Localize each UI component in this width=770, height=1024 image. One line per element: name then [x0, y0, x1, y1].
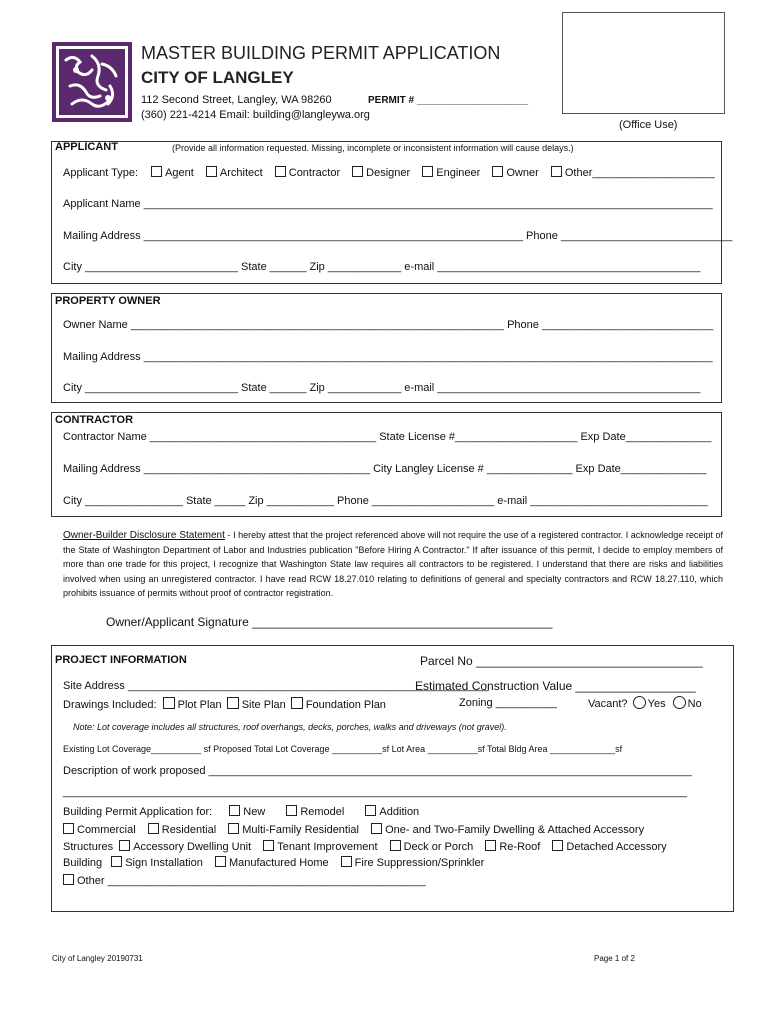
- applicant-type-other[interactable]: Other____________________: [551, 167, 715, 179]
- type-commercial[interactable]: Commercial: [63, 824, 136, 836]
- disclosure-title: Owner-Builder Disclosure Statement: [63, 530, 225, 541]
- project-type-row-1: [63, 823, 644, 836]
- lot-coverage-fields[interactable]: Existing Lot Coverage__________ sf Proposed Total Lot Coverage __________sf Lot Area __________sf Total Bldg Area _____________sf: [63, 744, 623, 754]
- checkbox[interactable]: [422, 166, 433, 177]
- disclosure-text: - I hereby attest that the project referenced above will not require the use of a registered contractor. I acknowledge receipt of the State of Washington Department of Labor and Industries publication "Before Hiring A Contractor." If after issuance of this permit, I decide to employ members of more than one trade for this project, I recognize that Washington State law requires all contractors to be registered. I understand that there are risks and liabilities involved when using an unregistered contractor. I have read RCW 18.27.010 relating to definitions of general and specialty contractors and RCW 18.27.110, which prohibits issuance of permits without proof of contractor registration.: [63, 530, 724, 598]
- applicant-type-row: [63, 166, 715, 179]
- row3-prefix: Building: [63, 857, 103, 869]
- applicant-type-contractor[interactable]: Contractor: [275, 167, 340, 179]
- owner-signature-field[interactable]: Owner/Applicant Signature _____________________________________________: [106, 615, 553, 629]
- owner-name-field[interactable]: Owner Name _____________________________________________________________ Phone ____________________________: [63, 319, 714, 331]
- parcel-number-field[interactable]: Parcel No __________________________________: [420, 654, 703, 668]
- form-title: MASTER BUILDING PERMIT APPLICATION: [141, 43, 501, 63]
- city-name: CITY OF LANGLEY: [141, 68, 294, 87]
- owner-city-field[interactable]: City _________________________ State ______ Zip ____________ e-mail ___________________________________________: [63, 382, 701, 394]
- city-logo: [52, 42, 132, 122]
- owner-builder-disclosure: [63, 528, 723, 600]
- type-other-field[interactable]: Other ____________________________________________________: [63, 874, 426, 887]
- applicant-mailing-field[interactable]: Mailing Address ______________________________________________________________ Phone ____________________________: [63, 230, 733, 242]
- type-tenant-improvement[interactable]: Tenant Improvement: [263, 841, 377, 853]
- applicant-type-engineer[interactable]: Engineer: [422, 167, 480, 179]
- applicant-heading: APPLICANT: [55, 141, 118, 153]
- checkbox[interactable]: [492, 166, 503, 177]
- type-sign-installation[interactable]: Sign Installation: [111, 857, 203, 869]
- office-use-label: (Office Use): [619, 119, 678, 131]
- vacant-no-label: No: [687, 698, 702, 710]
- type-manufactured-home[interactable]: Manufactured Home: [215, 857, 329, 869]
- type-accessory-dwelling[interactable]: Accessory Dwelling Unit: [119, 841, 251, 853]
- checkbox[interactable]: [163, 697, 175, 709]
- permit-for-row: [63, 805, 419, 818]
- type-deck-porch[interactable]: Deck or Porch: [390, 841, 474, 853]
- vacant-yes-radio[interactable]: [633, 696, 646, 709]
- work-description-field[interactable]: Description of work proposed _______________________________________________________________________________: [63, 765, 692, 777]
- checkbox[interactable]: [551, 166, 562, 177]
- zoning-field[interactable]: Zoning __________: [459, 697, 557, 709]
- permit-for-new[interactable]: New: [229, 806, 265, 818]
- checkbox[interactable]: [228, 823, 239, 834]
- type-residential[interactable]: Residential: [148, 824, 216, 836]
- footer-page-number: Page 1 of 2: [594, 954, 635, 963]
- checkbox[interactable]: [365, 805, 376, 816]
- type-re-roof[interactable]: Re-Roof: [485, 841, 540, 853]
- checkbox[interactable]: [206, 166, 217, 177]
- work-description-line[interactable]: ______________________________________________________________________________________________________: [63, 786, 688, 798]
- vacant-row: [588, 696, 702, 710]
- checkbox[interactable]: [485, 840, 496, 851]
- checkbox[interactable]: [119, 840, 130, 851]
- contractor-heading: CONTRACTOR: [55, 414, 134, 426]
- checkbox[interactable]: [227, 697, 239, 709]
- contractor-city-field[interactable]: City ________________ State _____ Zip ___________ Phone ____________________ e-mail _____________________________: [63, 495, 708, 507]
- checkbox[interactable]: [63, 874, 74, 885]
- contractor-mailing-field[interactable]: Mailing Address _____________________________________ City Langley License # ______________ Exp Date______________: [63, 463, 707, 475]
- checkbox[interactable]: [263, 840, 274, 851]
- permit-for-remodel[interactable]: Remodel: [286, 806, 344, 818]
- permit-number-field[interactable]: PERMIT # ____________________: [368, 95, 529, 106]
- type-multi-family[interactable]: Multi-Family Residential: [228, 824, 359, 836]
- applicant-city-field[interactable]: City _________________________ State ______ Zip ____________ e-mail ___________________________________________: [63, 261, 701, 273]
- city-contact: (360) 221-4214 Email: building@langleywa.org: [141, 109, 370, 121]
- owner-mailing-field[interactable]: Mailing Address _____________________________________________________________________________________________: [63, 351, 713, 363]
- checkbox[interactable]: [275, 166, 286, 177]
- applicant-type-owner[interactable]: Owner: [492, 167, 538, 179]
- applicant-type-architect[interactable]: Architect: [206, 167, 263, 179]
- row2-prefix: Structures: [63, 841, 114, 853]
- checkbox[interactable]: [229, 805, 240, 816]
- office-use-box: [562, 12, 725, 114]
- applicant-instruction: (Provide all information requested. Missing, incomplete or inconsistent information will cause delays.): [172, 143, 574, 153]
- permit-for-label: Building Permit Application for:: [63, 806, 213, 818]
- site-address-field[interactable]: Site Address ___________________________________________________________: [63, 680, 489, 692]
- checkbox[interactable]: [352, 166, 363, 177]
- drawing-plot-plan[interactable]: Plot Plan: [163, 699, 222, 711]
- applicant-type-designer[interactable]: Designer: [352, 167, 410, 179]
- applicant-type-label: Applicant Type:: [63, 167, 139, 179]
- permit-for-addition[interactable]: Addition: [365, 806, 419, 818]
- drawing-site-plan[interactable]: Site Plan: [227, 699, 286, 711]
- checkbox[interactable]: [371, 823, 382, 834]
- checkbox[interactable]: [63, 823, 74, 834]
- drawings-label: Drawings Included:: [63, 699, 157, 711]
- contractor-name-field[interactable]: Contractor Name _____________________________________ State License #____________________ Exp Date______________: [63, 431, 712, 443]
- checkbox[interactable]: [390, 840, 401, 851]
- applicant-type-agent[interactable]: Agent: [151, 167, 194, 179]
- applicant-name-field[interactable]: Applicant Name _____________________________________________________________________________________________: [63, 198, 713, 210]
- vacant-label: Vacant?: [588, 698, 628, 710]
- project-type-row-2: [63, 840, 667, 853]
- checkbox[interactable]: [111, 856, 122, 867]
- checkbox[interactable]: [151, 166, 162, 177]
- drawing-foundation-plan[interactable]: Foundation Plan: [291, 699, 386, 711]
- type-detached-accessory[interactable]: Detached Accessory: [552, 841, 666, 853]
- city-address: 112 Second Street, Langley, WA 98260: [141, 94, 332, 106]
- estimated-value-field[interactable]: Estimated Construction Value __________________: [415, 679, 696, 693]
- vacant-yes-label: Yes: [647, 698, 666, 710]
- checkbox[interactable]: [286, 805, 297, 816]
- checkbox[interactable]: [148, 823, 159, 834]
- checkbox[interactable]: [341, 856, 352, 867]
- project-heading: PROJECT INFORMATION: [55, 654, 187, 666]
- type-fire-suppression[interactable]: Fire Suppression/Sprinkler: [341, 857, 485, 869]
- type-one-two-family[interactable]: One- and Two-Family Dwelling & Attached Accessory: [371, 824, 644, 836]
- checkbox[interactable]: [291, 697, 303, 709]
- drawings-row: [63, 697, 386, 711]
- vacant-no-radio[interactable]: [673, 696, 686, 709]
- checkbox[interactable]: [215, 856, 226, 867]
- lot-coverage-note: Note: Lot coverage includes all structures, roof overhangs, decks, porches, walks and driveways (not gravel).: [73, 722, 507, 732]
- footer-form-id: City of Langley 20190731: [52, 954, 143, 963]
- owner-heading: PROPERTY OWNER: [55, 295, 161, 307]
- checkbox[interactable]: [552, 840, 563, 851]
- project-type-row-3: [63, 856, 484, 869]
